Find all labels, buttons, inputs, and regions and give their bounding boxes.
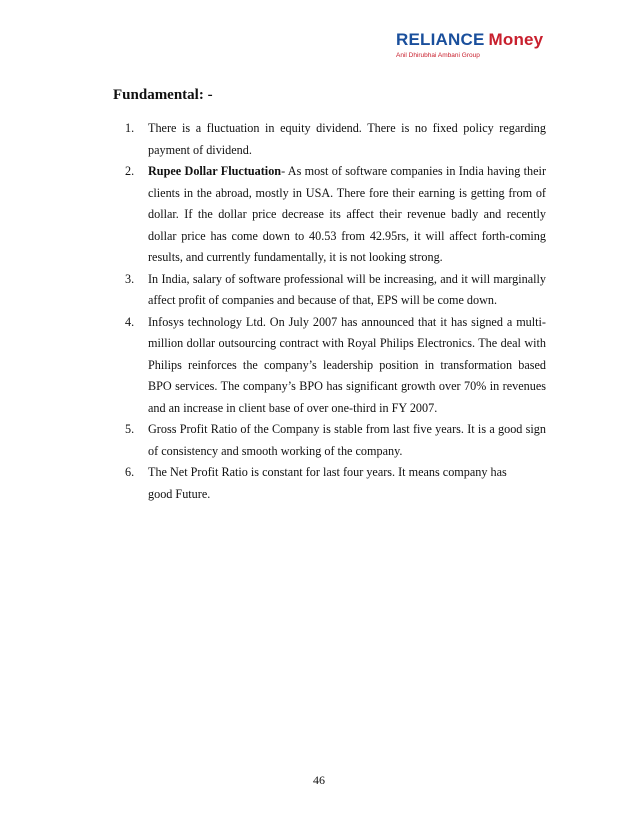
list-item-text: Gross Profit Ratio of the Company is stable from last five years. It is a good sign of consistency and smooth working of the company. <box>148 422 546 458</box>
list-item-text: The Net Profit Ratio is constant for last four years. It means company has good Future. <box>148 465 507 501</box>
list-item <box>120 419 546 462</box>
logo-tagline: Anil Dhirubhai Ambani Group <box>396 52 480 59</box>
reliance-money-logo <box>396 30 546 64</box>
list-item <box>120 312 546 420</box>
list-item-number: 1. <box>125 121 135 135</box>
logo-brand-suffix: Money <box>488 30 544 49</box>
list-item-number: 3. <box>125 271 135 286</box>
list-item <box>120 269 546 312</box>
list-item-text: - As most of software companies in India having their clients in the abroad, mostly in USA. There fore their earning is getting from of dollar. If the dollar price decrease its affect their revenue badly and recently dollar price has come down to 40.53 from 42.95rs, it will affect forth-coming results, and currently fundamentally, it is not looking strong. <box>148 164 546 264</box>
list-item-number: 4. <box>125 314 135 329</box>
page-number: 46 <box>313 773 325 787</box>
logo-brand: RELIANCE <box>396 30 485 49</box>
list-item <box>120 161 546 269</box>
list-item-text: There is a fluctuation in equity dividend. There is no fixed policy regarding payment of dividend. <box>148 121 546 157</box>
section-title: Fundamental: - <box>113 87 213 103</box>
fundamental-points-list <box>120 118 546 505</box>
list-item-number: 5. <box>125 422 135 436</box>
list-item <box>120 462 546 505</box>
logo-wordmark <box>396 30 543 50</box>
list-item-label: Rupee Dollar Fluctuation <box>148 164 282 178</box>
list-item-text: In India, salary of software professional will be increasing, and it will marginally affect profit of companies and because of that, EPS will be come down. <box>148 271 546 307</box>
list-item-number: 6. <box>125 465 135 479</box>
list-item-text: Infosys technology Ltd. On July 2007 has announced that it has signed a multi-million dollar outsourcing contract with Royal Philips Electronics. The deal with Philips reinforces the company’s leadership position in transformation based BPO services. The company’s BPO has significant growth over 70% in revenues and an increase in client base of over one-third in FY 2007. <box>148 314 546 415</box>
list-item-number: 2. <box>125 164 135 178</box>
list-item <box>120 118 546 161</box>
